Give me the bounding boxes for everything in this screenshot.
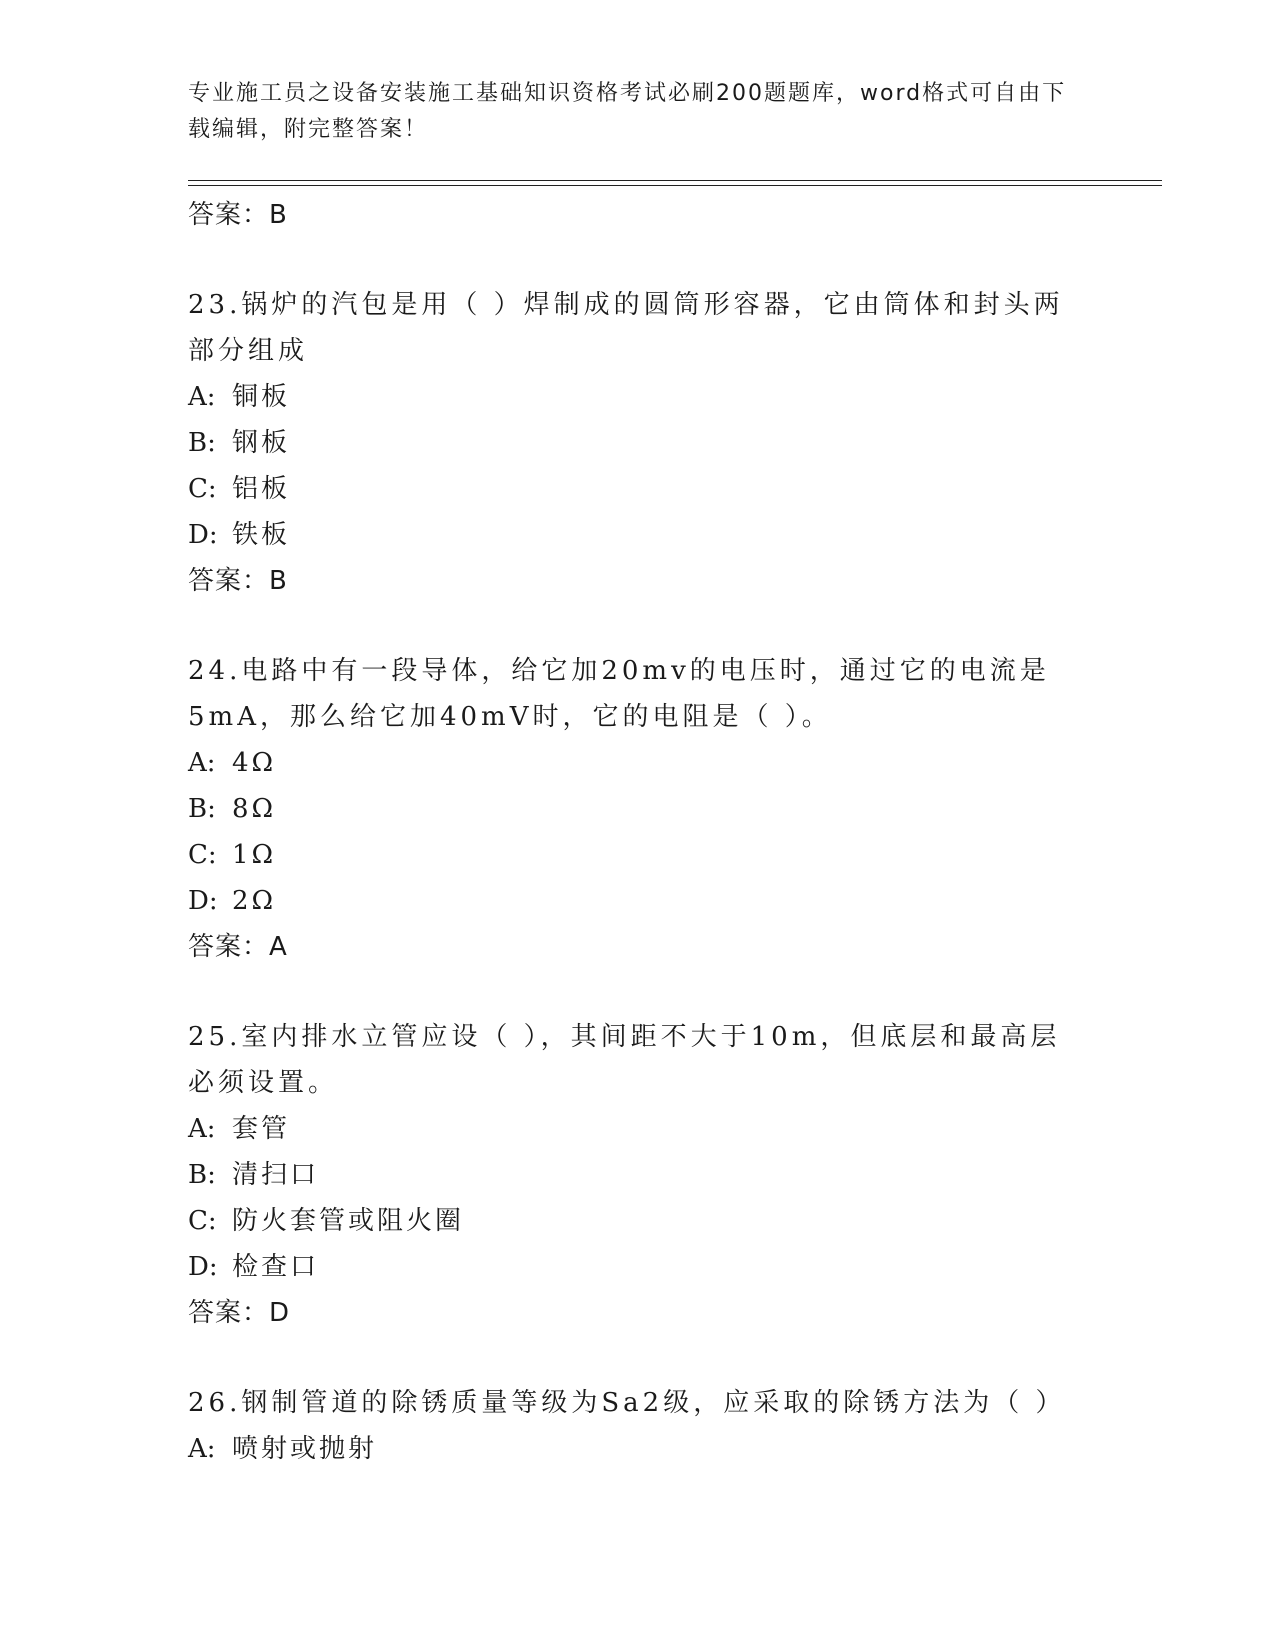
header-divider-top (188, 180, 1162, 181)
option-b (188, 786, 1088, 832)
option-text: 8Ω (232, 794, 277, 824)
option-label: C: (188, 474, 217, 504)
option-label: A: (188, 382, 216, 412)
option-a (188, 1106, 1088, 1152)
header-divider-bottom (188, 185, 1162, 186)
option-label: B: (188, 428, 216, 458)
option-text: 检查口 (232, 1252, 320, 1282)
option-text: 铁板 (232, 520, 291, 550)
option-text: 套管 (232, 1114, 291, 1144)
option-d (188, 1244, 1088, 1290)
option-label: D: (188, 520, 218, 550)
option-label: A: (188, 1114, 216, 1144)
option-text: 喷射或抛射 (232, 1434, 378, 1464)
option-label: D: (188, 1252, 218, 1282)
answer-line: 答案：B (188, 566, 288, 596)
option-label: D: (188, 886, 218, 916)
option-a (188, 740, 1088, 786)
option-c (188, 832, 1088, 878)
option-a (188, 1426, 1088, 1472)
answer-line: 答案：B (188, 200, 288, 230)
question-stem: 24.电路中有一段导体，给它加20mv的电压时，通过它的电流是5mA，那么给它加40mV时，它的电阻是（ ）。 (188, 656, 1050, 732)
option-d (188, 512, 1088, 558)
question-stem: 25.室内排水立管应设（ ），其间距不大于10m，但底层和最高层必须设置。 (188, 1022, 1061, 1098)
question-stem: 23.锅炉的汽包是用（ ）焊制成的圆筒形容器，它由筒体和封头两部分组成 (188, 290, 1064, 366)
document-header: 专业施工员之设备安装施工基础知识资格考试必刷200题题库，word格式可自由下载编辑，附完整答案！ (188, 81, 1067, 142)
option-b (188, 420, 1088, 466)
question-block (188, 1380, 1088, 1472)
option-label: B: (188, 1160, 216, 1190)
option-text: 铝板 (232, 474, 291, 504)
option-text: 铜板 (232, 382, 291, 412)
option-c (188, 466, 1088, 512)
option-c (188, 1198, 1088, 1244)
question-stem: 26.钢制管道的除锈质量等级为Sa2级，应采取的除锈方法为（ ） (188, 1388, 1066, 1418)
option-label: A: (188, 748, 216, 778)
option-label: B: (188, 794, 216, 824)
answer-line: 答案：A (188, 932, 288, 962)
option-a (188, 374, 1088, 420)
option-text: 钢板 (232, 428, 291, 458)
question-block (188, 1014, 1088, 1336)
answer-line: 答案：D (188, 1298, 291, 1328)
option-text: 4Ω (232, 748, 277, 778)
option-text: 防火套管或阻火圈 (232, 1206, 465, 1236)
option-text: 清扫口 (232, 1160, 320, 1190)
question-block (188, 282, 1088, 604)
option-b (188, 1152, 1088, 1198)
option-d (188, 878, 1088, 924)
option-label: C: (188, 1206, 217, 1236)
question-block (188, 648, 1088, 970)
question-list (188, 192, 1088, 1472)
option-text: 1Ω (232, 840, 277, 870)
option-label: C: (188, 840, 217, 870)
option-label: A: (188, 1434, 216, 1464)
option-text: 2Ω (232, 886, 277, 916)
